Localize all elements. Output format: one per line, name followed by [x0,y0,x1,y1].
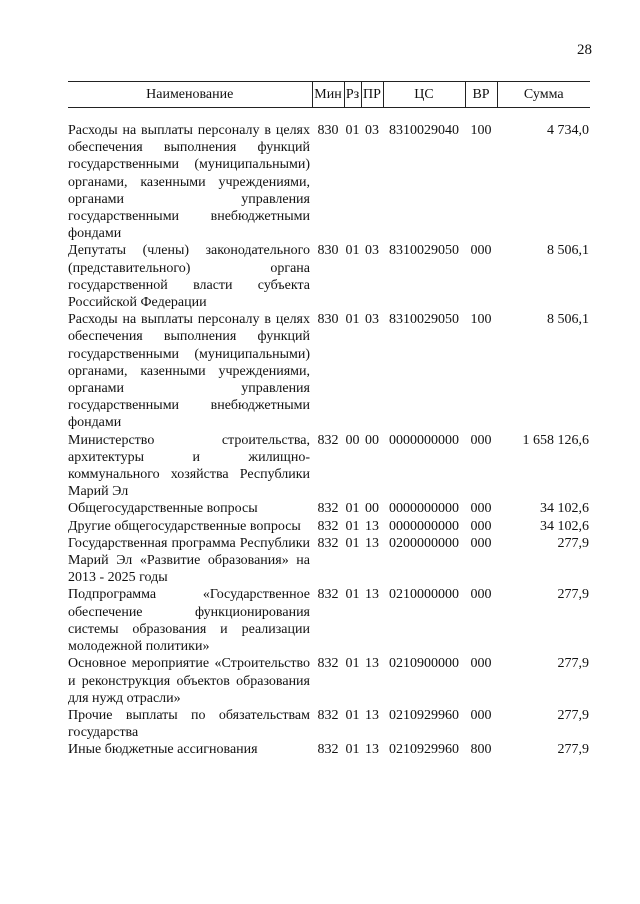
cell-pr: 00 [365,432,379,448]
cell-cs: 0210000000 [389,587,459,603]
cell-pr: 13 [365,707,379,723]
cell-rz: 01 [345,587,360,603]
cell-cs: 8310029040 [389,123,459,138]
cell-name: Основное мероприятие «Строительство и реконструкция объектов образования для нужд отрасли» [68,656,310,706]
header-pr: ПР [361,82,383,108]
cell-sum: 1 658 126,6 [522,432,589,448]
table-row [68,500,590,517]
cell-pr: 13 [365,535,379,551]
cell-name: Иные бюджетные ассигнования [68,742,258,758]
cell-pr: 03 [365,123,379,138]
cell-vr: 000 [470,243,492,259]
cell-cs: 0000000000 [389,501,459,517]
table-row [68,655,590,707]
cell-cs: 0200000000 [389,535,459,551]
cell-name: Подпрограмма «Государственное обеспечение функционирования системы образования и реализации молодежной политики» [68,587,310,655]
cell-min: 832 [317,501,339,517]
page-number: 28 [577,42,592,58]
cell-name: Министерство строительства, архитектуры и жилищно-коммунального хозяйства Республики Марий Эл [68,432,310,500]
cell-pr: 03 [365,312,379,328]
cell-cs: 0000000000 [389,432,459,448]
cell-name: Общегосударственные вопросы [68,501,258,517]
cell-sum: 277,9 [557,587,589,603]
header-rz: Рз [344,82,361,108]
cell-cs: 8310029050 [389,312,459,328]
cell-rz: 01 [345,656,360,672]
cell-min: 832 [317,656,339,672]
cell-sum: 277,9 [557,535,589,551]
table-row [68,432,590,501]
cell-min: 830 [317,312,339,328]
cell-pr: 00 [365,501,379,517]
cell-sum: 8 506,1 [547,312,589,328]
header-cs: ЦС [383,82,465,108]
cell-min: 832 [317,587,339,603]
table-body [68,108,590,759]
cell-rz: 01 [345,707,360,723]
cell-rz: 01 [345,312,360,328]
table-row [68,707,590,741]
cell-rz: 01 [345,123,360,138]
cell-cs: 0000000000 [389,518,459,534]
cell-name: Прочие выплаты по обязательствам государства [68,707,310,741]
table-row [68,311,590,431]
cell-vr: 000 [470,432,492,448]
cell-rz: 01 [345,501,360,517]
cell-name: Расходы на выплаты персоналу в целях обеспечения выполнения функций государственными (муниципальными) органами, казенными учреждениями, органами управления государственными внебюджетными фондами [68,312,310,431]
table-row [68,535,590,587]
table-row [68,741,590,758]
cell-sum: 8 506,1 [547,243,589,259]
cell-name: Расходы на выплаты персоналу в целях обеспечения выполнения функций государственными (муниципальными) органами, казенными учреждениями, органами управления государственными внебюджетными фондами [68,123,310,242]
cell-sum: 277,9 [557,707,589,723]
cell-rz: 00 [345,432,360,448]
cell-sum: 34 102,6 [540,518,589,534]
cell-vr: 000 [470,587,492,603]
header-min: Мин [312,82,344,108]
cell-min: 832 [317,535,339,551]
cell-cs: 8310029050 [389,243,459,259]
table-row [68,242,590,311]
cell-vr: 000 [470,707,492,723]
cell-vr: 100 [470,312,492,328]
cell-min: 830 [317,243,339,259]
cell-name: Государственная программа Республики Марий Эл «Развитие образования» на 2013 - 2025 годы [68,535,310,586]
cell-vr: 800 [470,742,492,758]
cell-vr: 000 [470,501,492,517]
cell-pr: 13 [365,518,379,534]
cell-min: 832 [317,707,339,723]
cell-rz: 01 [345,243,360,259]
cell-sum: 277,9 [557,656,589,672]
header-name: Наименование [68,82,312,108]
cell-name: Другие общегосударственные вопросы [68,518,301,534]
cell-min: 832 [317,742,339,758]
table-row [68,122,590,242]
header-sum: Сумма [497,82,590,108]
cell-vr: 100 [470,123,492,138]
cell-pr: 03 [365,243,379,259]
table-row [68,586,590,655]
cell-sum: 4 734,0 [547,123,589,138]
cell-pr: 13 [365,587,379,603]
cell-vr: 000 [470,518,492,534]
header-vr: ВР [465,82,497,108]
cell-sum: 34 102,6 [540,501,589,517]
cell-cs: 0210929960 [389,742,459,758]
cell-rz: 01 [345,742,360,758]
cell-name: Депутаты (члены) законодательного (представительного) органа государственной власти субъекта Российской Федерации [68,243,310,311]
table-header [68,82,590,108]
cell-pr: 13 [365,656,379,672]
cell-vr: 000 [470,656,492,672]
cell-vr: 000 [470,535,492,551]
cell-rz: 01 [345,518,360,534]
cell-min: 830 [317,123,339,138]
spacer-row [68,108,590,123]
cell-min: 832 [317,432,339,448]
cell-sum: 277,9 [557,742,589,758]
cell-pr: 13 [365,742,379,758]
table-row [68,518,590,535]
budget-table [68,81,590,759]
cell-cs: 0210929960 [389,707,459,723]
cell-cs: 0210900000 [389,656,459,672]
cell-min: 832 [317,518,339,534]
cell-rz: 01 [345,535,360,551]
